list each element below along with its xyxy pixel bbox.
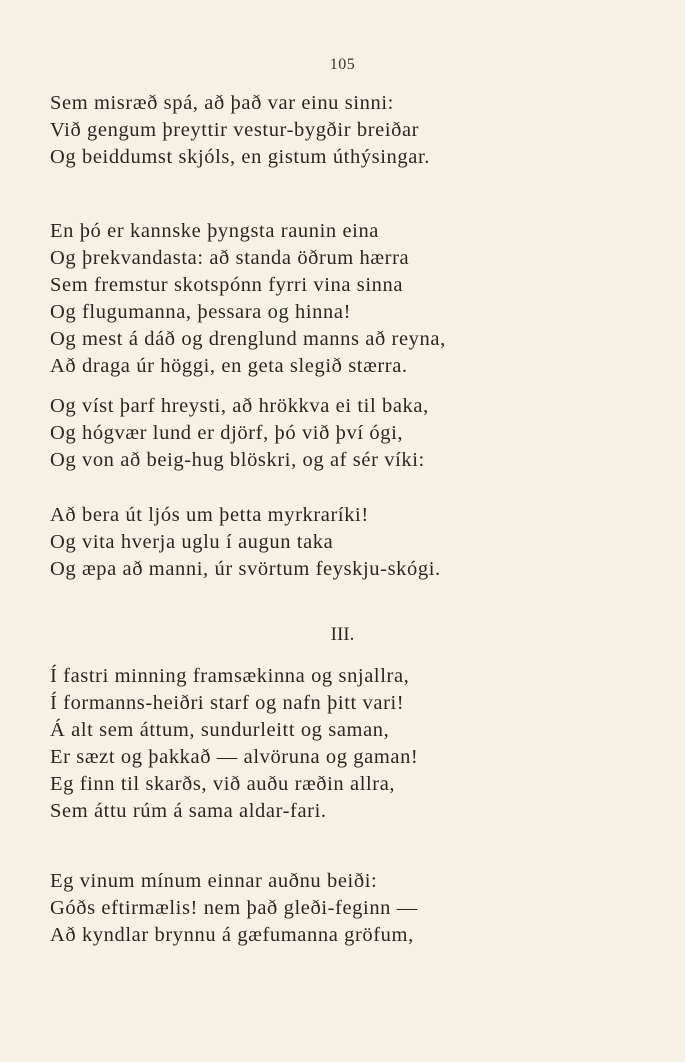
poem-line: Við gengum þreyttir vestur-bygðir breiðar	[50, 119, 420, 141]
poem-line: Og hógvær lund er djörf, þó við því ógi,	[50, 422, 404, 444]
poem-line: Og þrekvandasta: að standa öðrum hærra	[50, 247, 410, 269]
poem-line: Sem fremstur skotspónn fyrri vina sinna	[50, 274, 404, 296]
poem-line: Sem misræð spá, að það var einu sinni:	[50, 92, 394, 114]
poem-line: Eg vinum mínum einnar auðnu beiði:	[50, 870, 378, 892]
poem-line: Í formanns-heiðri starf og nafn þitt vari!	[50, 692, 405, 714]
poem-line: Og mest á dáð og drenglund manns að reyna,	[50, 328, 446, 350]
poem-line: En þó er kannske þyngsta raunin eina	[50, 220, 380, 242]
poem-line: Og víst þarf hreysti, að hrökkva ei til baka,	[50, 395, 429, 417]
poem-line: Eg finn til skarðs, við auðu ræðin allra,	[50, 773, 396, 795]
poem-line: Og æpa að manni, úr svörtum feyskju-skógi.	[50, 558, 441, 580]
section-heading: III.	[330, 624, 355, 645]
poem-line: Góðs eftirmælis! nem það gleði-feginn —	[50, 897, 418, 919]
poem-line: Og vita hverja uglu í augun taka	[50, 531, 334, 553]
poem-line: Að draga úr höggi, en geta slegið stærra.	[50, 355, 408, 377]
poem-line: Og flugumanna, þessara og hinna!	[50, 301, 351, 323]
poem-line: Er sæzt og þakkað — alvöruna og gaman!	[50, 746, 419, 768]
poem-line: Á alt sem áttum, sundurleitt og saman,	[50, 719, 390, 741]
page-number: 105	[329, 56, 356, 73]
poem-line: Að kyndlar brynnu á gæfumanna gröfum,	[50, 924, 414, 946]
poem-line: Og beiddumst skjóls, en gistum úthýsingar.	[50, 146, 430, 168]
poem-line: Í fastri minning framsækinna og snjallra,	[50, 665, 410, 687]
poem-line: Að bera út ljós um þetta myrkraríki!	[50, 504, 369, 526]
poem-line: Sem áttu rúm á sama aldar-fari.	[50, 800, 327, 822]
poem-line: Og von að beig-hug blöskri, og af sér víki:	[50, 449, 425, 471]
